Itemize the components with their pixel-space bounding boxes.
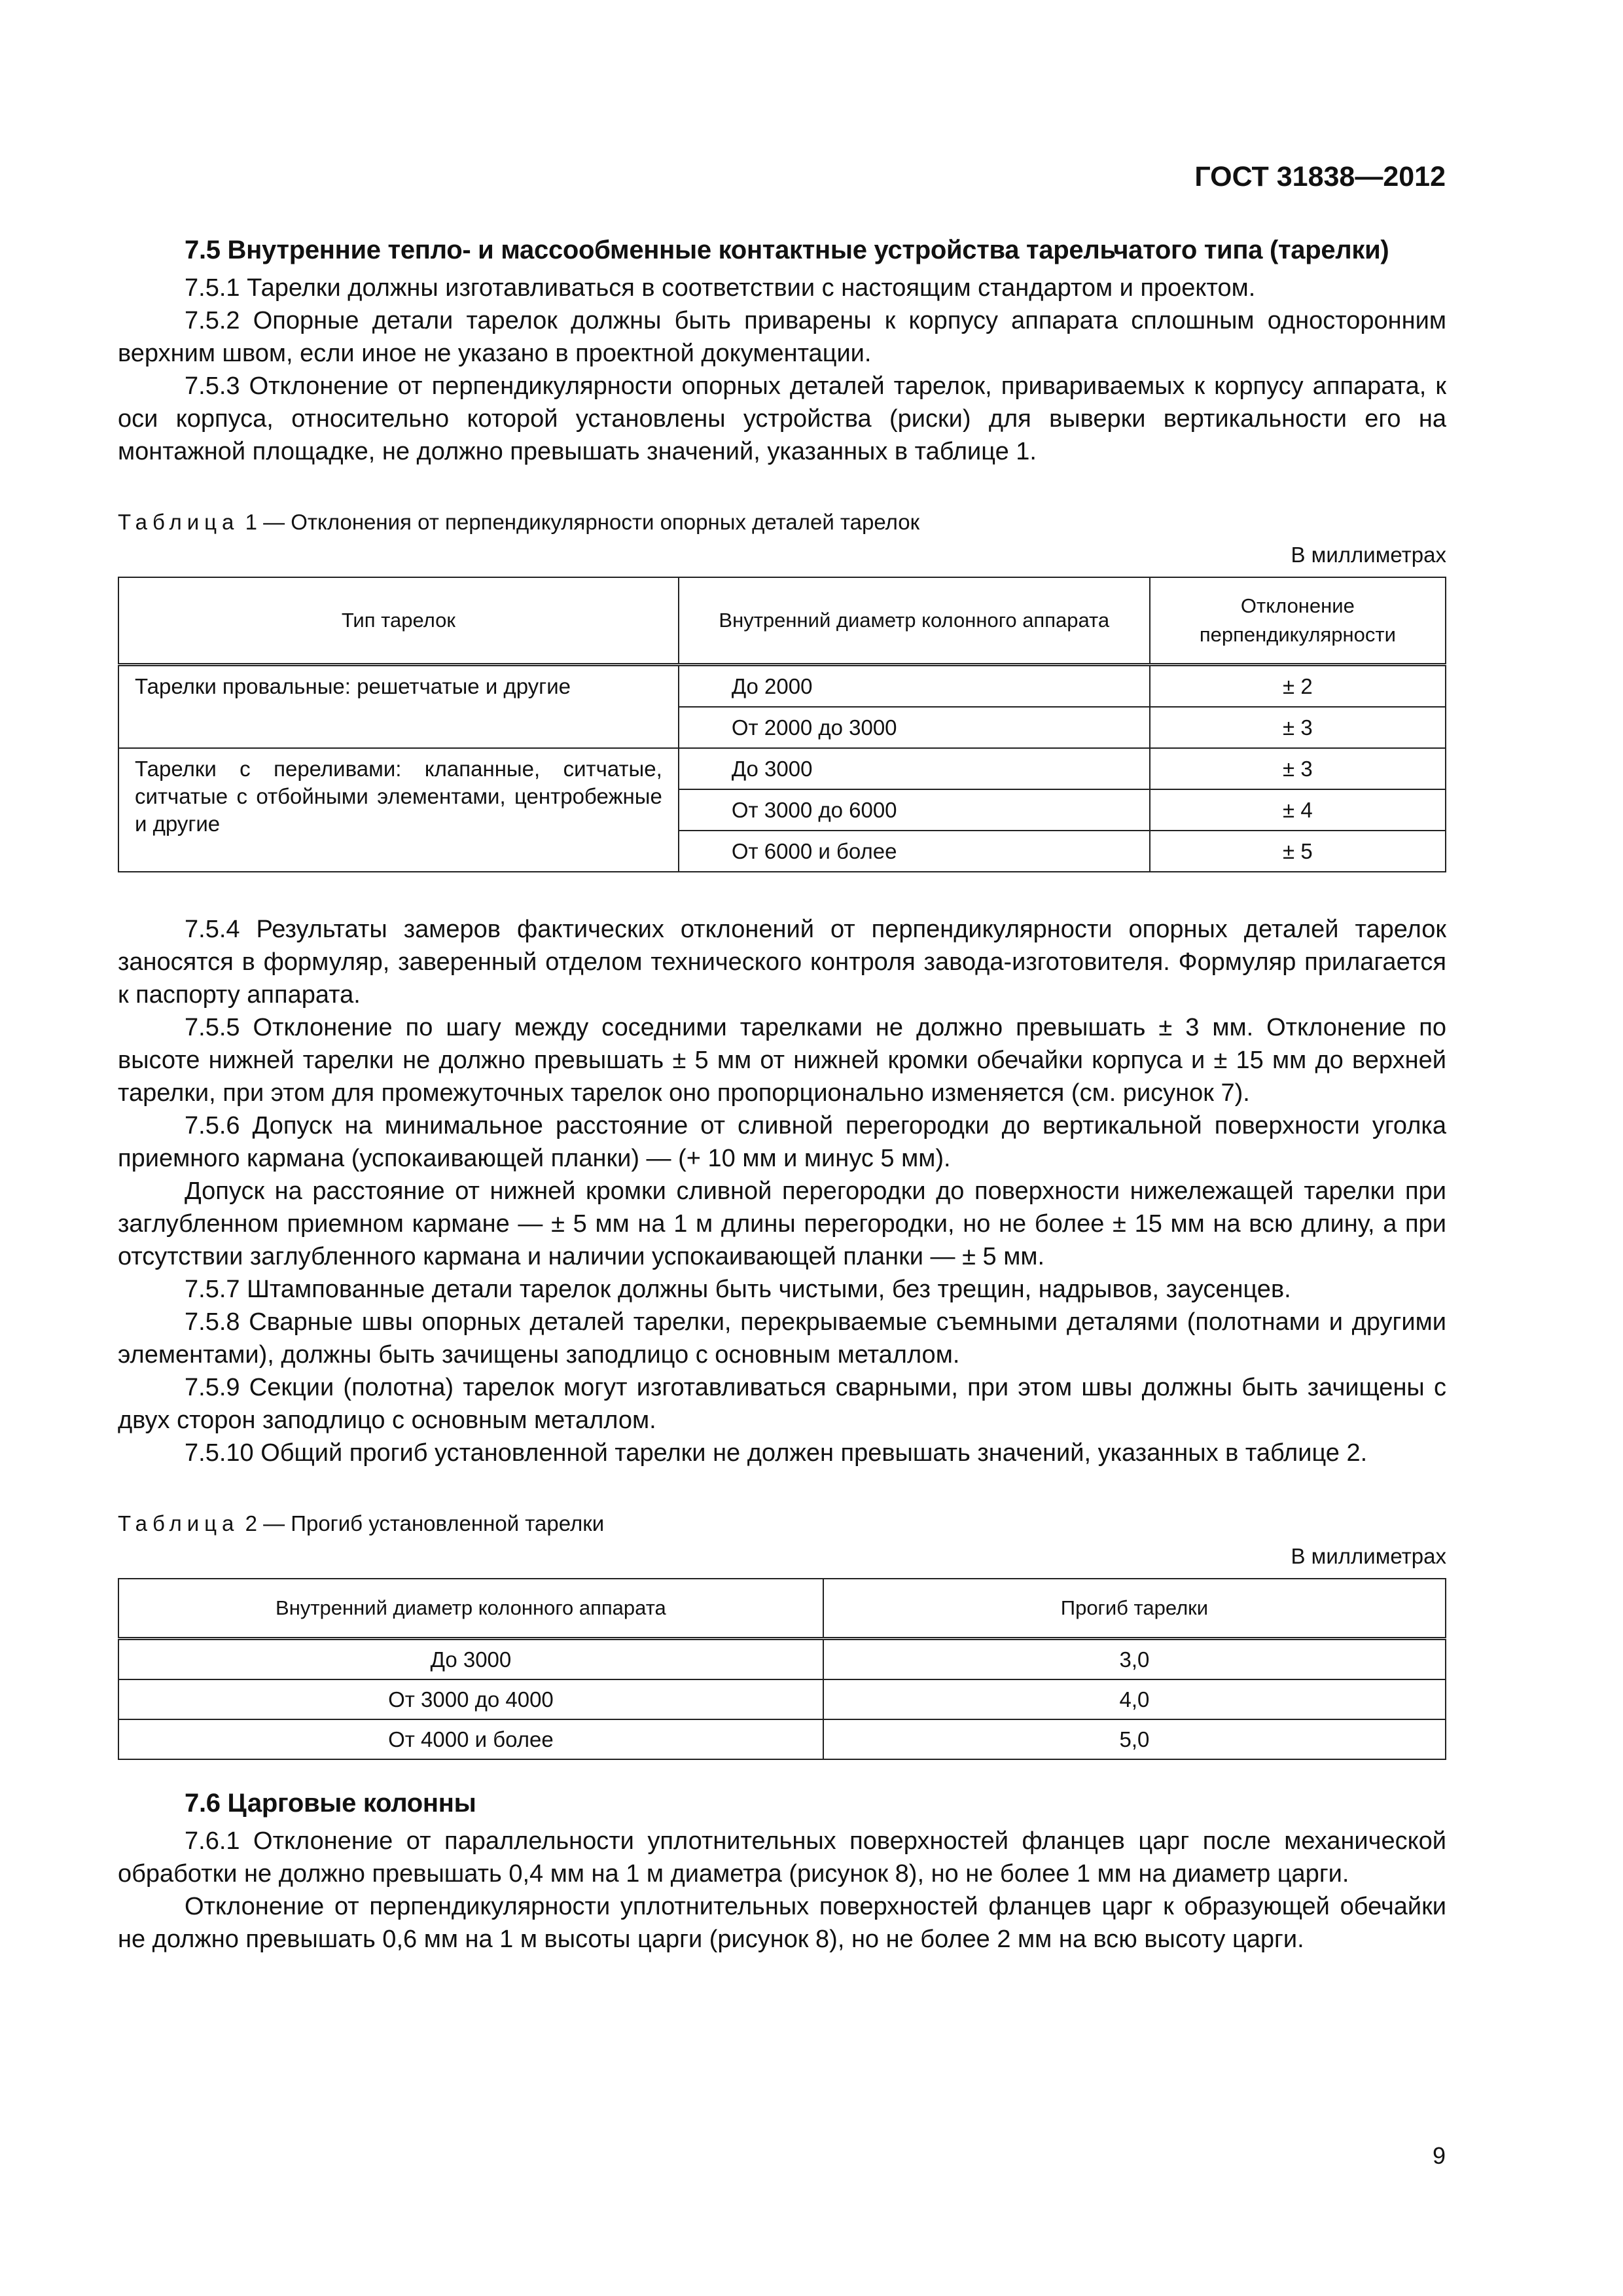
paragraph-7-6-1-perpendicularity: Отклонение от перпендикулярности уплотнительных поверхностей фланцев царг к образующей обечайки не должно превышать 0,6 мм на 1 м высоты царги (рисунок 8), но не более 2 мм на всю высоту царги. bbox=[118, 1893, 1446, 1953]
table-1-diameter-cell: От 6000 и более bbox=[679, 831, 1150, 872]
table-1-header-diameter: Внутренний диаметр колонного аппарата bbox=[679, 577, 1150, 665]
table-1-deviation-cell: ± 3 bbox=[1150, 748, 1446, 789]
paragraph-7-5-6: 7.5.6 Допуск на минимальное расстояние от сливной перегородки до вертикальной поверхности уголка приемного кармана (успокаивающей планки) — (+ 10 мм и минус 5 мм). bbox=[118, 1112, 1446, 1172]
section-7-5-title: 7.5 Внутренние тепло- и массообменные контактные устройства тарельчатого типа (тарелки) bbox=[185, 236, 1389, 264]
table-1-caption-text: 1 — Отклонения от перпендикулярности опорных деталей тарелок bbox=[245, 510, 920, 534]
paragraph-7-5-8: 7.5.8 Сварные швы опорных деталей тарелки, перекрываемые съемными деталями (полотнами и другими элементами), должны быть зачищены заподлицо с основным металлом. bbox=[118, 1308, 1446, 1369]
table-2-deflection-cell: 4,0 bbox=[823, 1679, 1446, 1719]
page-number: 9 bbox=[1432, 2142, 1446, 2169]
paragraph-7-5-1: 7.5.1 Тарелки должны изготавливаться в соответствии с настоящим стандартом и проектом. bbox=[185, 274, 1256, 302]
paragraph-7-5-7: 7.5.7 Штампованные детали тарелок должны быть чистыми, без трещин, надрывов, заусенцев. bbox=[185, 1276, 1291, 1303]
section-7-6-title: 7.6 Царговые колонны bbox=[185, 1789, 476, 1818]
paragraph-7-5-3: 7.5.3 Отклонение от перпендикулярности опорных деталей тарелок, привариваемых к корпусу аппарата, к оси корпуса, относительно которой установлены устройства (риски) для выверки вертикальности его на монтажной площадке, не должно превышать значений, указанных в таблице 1. bbox=[118, 372, 1446, 465]
table-row bbox=[118, 1719, 1446, 1759]
table-1-caption bbox=[118, 507, 1446, 537]
paragraph-7-5-5: 7.5.5 Отклонение по шагу между соседними тарелками не должно превышать ± 3 мм. Отклонение по высоте нижней тарелки не должно превышать ± 5 мм от нижней кромки обечайки корпуса и ± 15 мм до верхней тарелки, при этом для промежуточных тарелок оно пропорционально изменяется (см. рисунок 7). bbox=[118, 1014, 1446, 1107]
table-1-caption-word: Таблица bbox=[118, 510, 240, 534]
table-2-caption bbox=[118, 1509, 1446, 1539]
table-1-deviation-cell: ± 5 bbox=[1150, 831, 1446, 872]
page-content bbox=[118, 223, 1446, 1956]
table-2-diameter-cell: До 3000 bbox=[118, 1639, 823, 1680]
table-1-type-cell: Тарелки провальные: решетчатые и другие bbox=[118, 665, 679, 749]
table-2-deflection-cell: 3,0 bbox=[823, 1639, 1446, 1680]
paragraph-7-5-4: 7.5.4 Результаты замеров фактических отклонений от перпендикулярности опорных деталей тарелок заносятся в формуляр, заверенный отделом технического контроля завода-изготовителя. Формуляр прилагается к паспорту аппарата. bbox=[118, 916, 1446, 1009]
table-1 bbox=[118, 577, 1446, 872]
table-1-deviation-cell: ± 4 bbox=[1150, 789, 1446, 831]
table-2-deflection-cell: 5,0 bbox=[823, 1719, 1446, 1759]
table-1-deviation-cell: ± 2 bbox=[1150, 665, 1446, 708]
table-1-diameter-cell: От 2000 до 3000 bbox=[679, 707, 1150, 748]
paragraph-7-6-1: 7.6.1 Отклонение от параллельности уплотнительных поверхностей фланцев царг после механической обработки не должно превышать 0,4 мм на 1 м диаметра (рисунок 8), но не более 1 мм на диаметр царги. bbox=[118, 1827, 1446, 1888]
standard-number: ГОСТ 31838—2012 bbox=[1194, 161, 1446, 192]
table-1-diameter-cell: До 2000 bbox=[679, 665, 1150, 708]
paragraph-7-5-10: 7.5.10 Общий прогиб установленной тарелки не должен превышать значений, указанных в таблице 2. bbox=[185, 1439, 1368, 1467]
table-1-header-deviation: Отклонение перпендикулярности bbox=[1150, 577, 1446, 665]
table-2-unit: В миллиметрах bbox=[1291, 1544, 1446, 1568]
table-row bbox=[118, 665, 1446, 708]
table-2-header-row bbox=[118, 1579, 1446, 1639]
table-1-type-cell: Тарелки с переливами: клапанные, ситчатые, ситчатые с отбойными элементами, центробежные и другие bbox=[118, 748, 679, 872]
table-1-unit: В миллиметрах bbox=[1291, 543, 1446, 567]
table-2-diameter-cell: От 4000 и более bbox=[118, 1719, 823, 1759]
table-2 bbox=[118, 1578, 1446, 1760]
table-1-deviation-cell: ± 3 bbox=[1150, 707, 1446, 748]
table-1-diameter-cell: До 3000 bbox=[679, 748, 1150, 789]
table-row bbox=[118, 1679, 1446, 1719]
paragraph-7-5-6-tolerance: Допуск на расстояние от нижней кромки сливной перегородки до поверхности нижележащей тарелки при заглубленном приемном кармане — ± 5 мм на 1 м длины перегородки, но не более ± 15 мм на всю длину, а при отсутствии заглубленного кармана и наличии успокаивающей планки — ± 5 мм. bbox=[118, 1177, 1446, 1270]
table-2-caption-word: Таблица bbox=[118, 1511, 240, 1535]
table-1-diameter-cell: От 3000 до 6000 bbox=[679, 789, 1150, 831]
table-1-header-type: Тип тарелок bbox=[118, 577, 679, 665]
table-1-header-row bbox=[118, 577, 1446, 665]
table-row bbox=[118, 1639, 1446, 1680]
table-row bbox=[118, 748, 1446, 789]
paragraph-7-5-9: 7.5.9 Секции (полотна) тарелок могут изготавливаться сварными, при этом швы должны быть зачищены с двух сторон заподлицо с основным металлом. bbox=[118, 1374, 1446, 1434]
paragraph-7-5-2: 7.5.2 Опорные детали тарелок должны быть приварены к корпусу аппарата сплошным односторонним верхним швом, если иное не указано в проектной документации. bbox=[118, 307, 1446, 367]
table-2-caption-text: 2 — Прогиб установленной тарелки bbox=[245, 1511, 605, 1535]
table-2-diameter-cell: От 3000 до 4000 bbox=[118, 1679, 823, 1719]
table-2-header-deflection: Прогиб тарелки bbox=[823, 1579, 1446, 1639]
table-2-header-diameter: Внутренний диаметр колонного аппарата bbox=[118, 1579, 823, 1639]
